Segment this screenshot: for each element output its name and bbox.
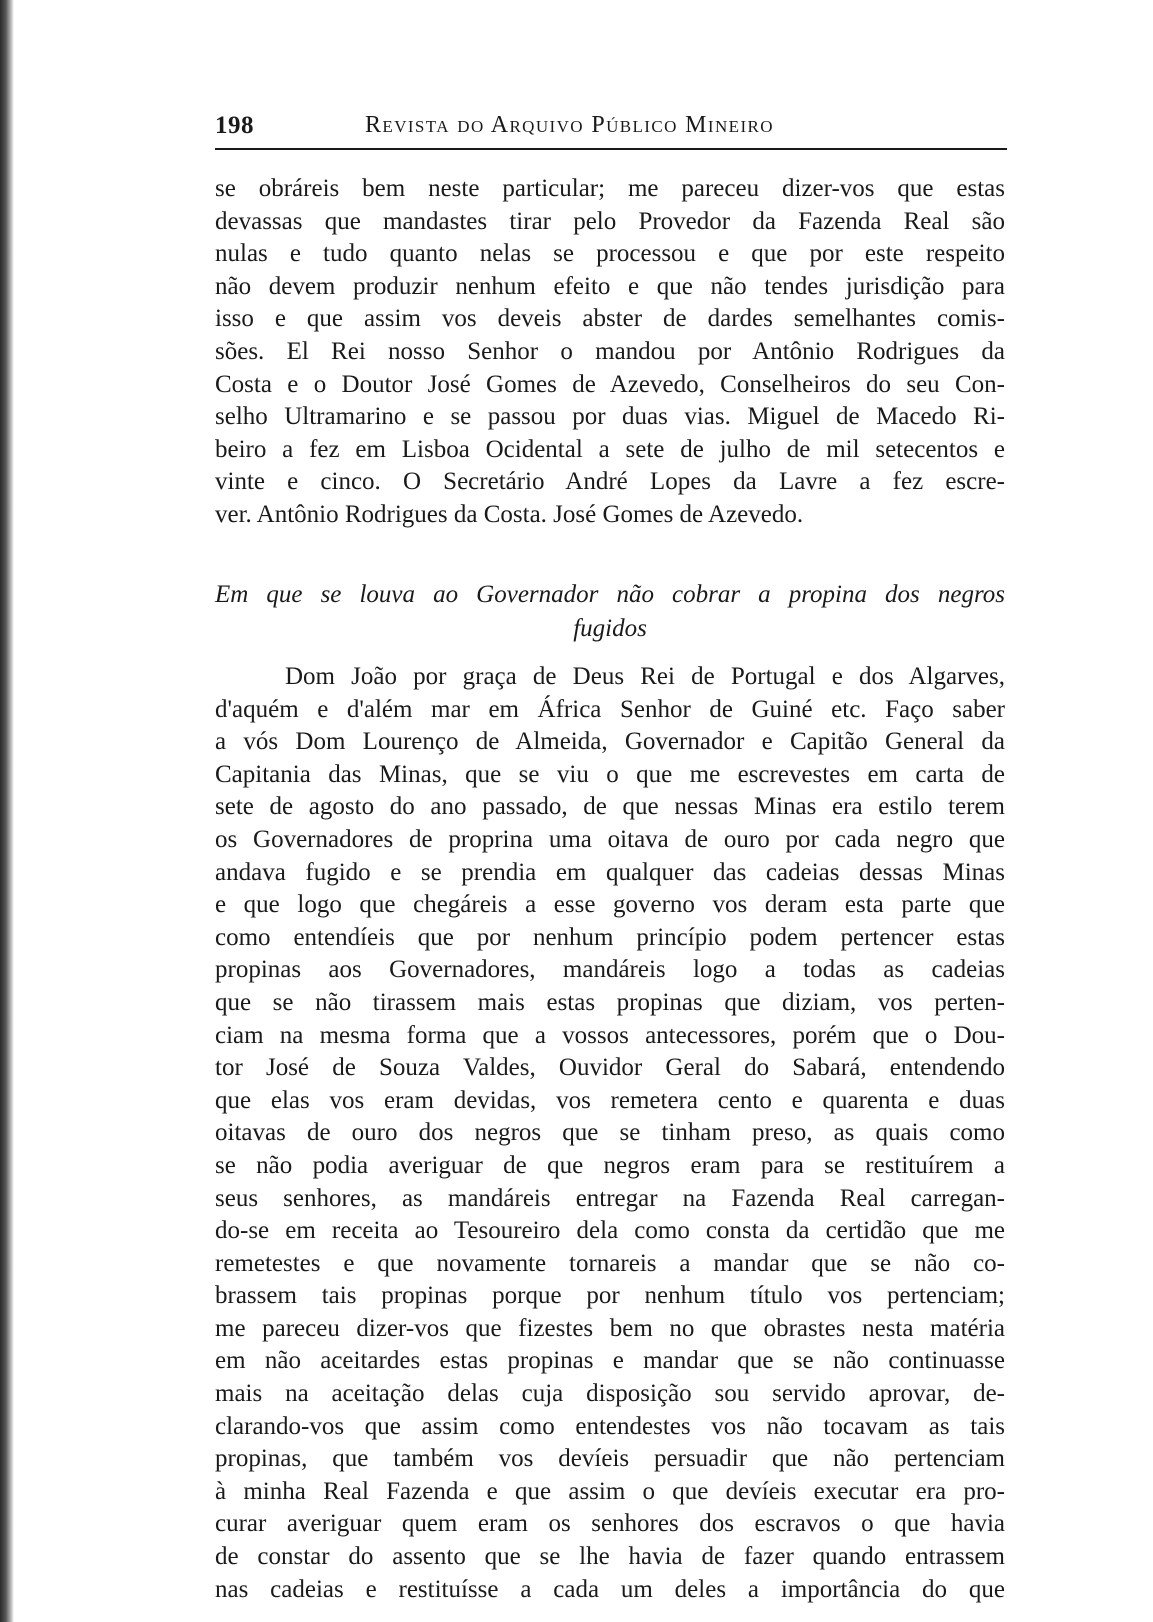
text-line: que elas vos eram devidas, vos remetera cento e quarenta e duas <box>215 1086 1005 1114</box>
text-line: me pareceu dizer-vos que fizestes bem no que obrastes nesta matéria <box>215 1314 1005 1342</box>
text-line: isso e que assim vos deveis abster de dardes semelhantes comis- <box>215 305 1005 333</box>
text-line: propinas aos Governadores, mandáreis logo a todas as cadeias <box>215 956 1005 984</box>
text-line: do-se em receita ao Tesoureiro dela como consta da certidão que me <box>215 1217 1005 1245</box>
text-line: sete de agosto do ano passado, de que nessas Minas era estilo terem <box>215 793 1005 821</box>
text-line: seus senhores, as mandáreis entregar na Fazenda Real carregan- <box>215 1184 1005 1212</box>
text-line: os Governadores de proprina uma oitava de ouro por cada negro que <box>215 825 1005 853</box>
text-line: selho Ultramarino e se passou por duas vias. Miguel de Macedo Ri- <box>215 403 1005 431</box>
text-line: Costa e o Doutor José Gomes de Azevedo, Conselheiros do seu Con- <box>215 370 1005 398</box>
text-line: ciam na mesma forma que a vossos antecessores, porém que o Dou- <box>215 1021 1005 1049</box>
text-line: brassem tais propinas porque por nenhum título vos pertenciam; <box>215 1282 1005 1310</box>
text-line: à minha Real Fazenda e que assim o que devíeis executar era pro- <box>215 1477 1005 1505</box>
text-line: como entendíeis que por nenhum princípio podem pertencer estas <box>215 923 1005 951</box>
text-line: andava fugido e se prendia em qualquer das cadeias dessas Minas <box>215 858 1005 886</box>
text-line: se não podia averiguar de que negros eram para se restituírem a <box>215 1151 1005 1179</box>
text-line: Dom João por graça de Deus Rei de Portugal e dos Algarves, <box>285 663 1005 690</box>
text-line: oitavas de ouro dos negros que se tinham preso, as quais como <box>215 1119 1005 1147</box>
text-line: nulas e tudo quanto nelas se processou e que por este respeito <box>215 240 1005 268</box>
text-line: d'aquém e d'além mar em África Senhor de Guiné etc. Faço saber <box>215 695 1005 723</box>
text-line: a vós Dom Lourenço de Almeida, Governador e Capitão General da <box>215 728 1005 756</box>
text-line: que se não tirassem mais estas propinas que diziam, vos perten- <box>215 988 1005 1016</box>
text-line: ver. Antônio Rodrigues da Costa. José Gomes de Azevedo. <box>215 500 804 528</box>
text-line: não devem produzir nenhum efeito e que não tendes jurisdição para <box>215 272 1005 300</box>
text-line: clarando-vos que assim como entendestes vos não tocavam as tais <box>215 1412 1005 1440</box>
text-line: curar averiguar quem eram os senhores dos escravos o que havia <box>215 1510 1005 1538</box>
text-line: sões. El Rei nosso Senhor o mandou por Antônio Rodrigues da <box>215 337 1005 365</box>
text-line: vinte e cinco. O Secretário André Lopes da Lavre a fez escre- <box>215 468 1005 496</box>
text-line: mais na aceitação delas cuja disposição sou servido aprovar, de- <box>215 1380 1005 1408</box>
text-line: se obráreis bem neste particular; me pareceu dizer-vos que estas <box>215 175 1005 202</box>
section-heading <box>215 578 1005 646</box>
text-line: de constar do assento que se lhe havia de fazer quando entrassem <box>215 1543 1005 1571</box>
text-line: tor José de Souza Valdes, Ouvidor Geral do Sabará, entendendo <box>215 1054 1005 1082</box>
paragraph-1 <box>215 173 1005 532</box>
text-line: propinas, que também vos devíeis persuadir que não pertenciam <box>215 1445 1005 1473</box>
journal-title: Revista do Arquivo Público Mineiro <box>365 112 774 138</box>
text-line: beiro a fez em Lisboa Ocidental a sete de julho de mil setecentos e <box>215 435 1005 463</box>
text-line: nas cadeias e restituísse a cada um deles a importância do que <box>215 1575 1005 1603</box>
section-heading-line-1: Em que se louva ao Governador não cobrar a propina dos negros <box>215 581 1005 608</box>
text-line: em não aceitardes estas propinas e mandar que se não continuasse <box>215 1347 1005 1375</box>
running-head <box>215 108 1007 150</box>
text-line: remetestes e que novamente tornareis a mandar que se não co- <box>215 1249 1005 1277</box>
binding-edge <box>0 0 14 1622</box>
text-line: e que logo que chegáreis a esse governo vos deram esta parte que <box>215 891 1005 919</box>
page-number: 198 <box>215 112 254 139</box>
section-heading-line-2: fugidos <box>573 615 647 642</box>
paragraph-2 <box>215 661 1005 1606</box>
text-line: devassas que mandastes tirar pelo Provedor da Fazenda Real são <box>215 207 1005 235</box>
text-line: Capitania das Minas, que se viu o que me escrevestes em carta de <box>215 760 1005 788</box>
